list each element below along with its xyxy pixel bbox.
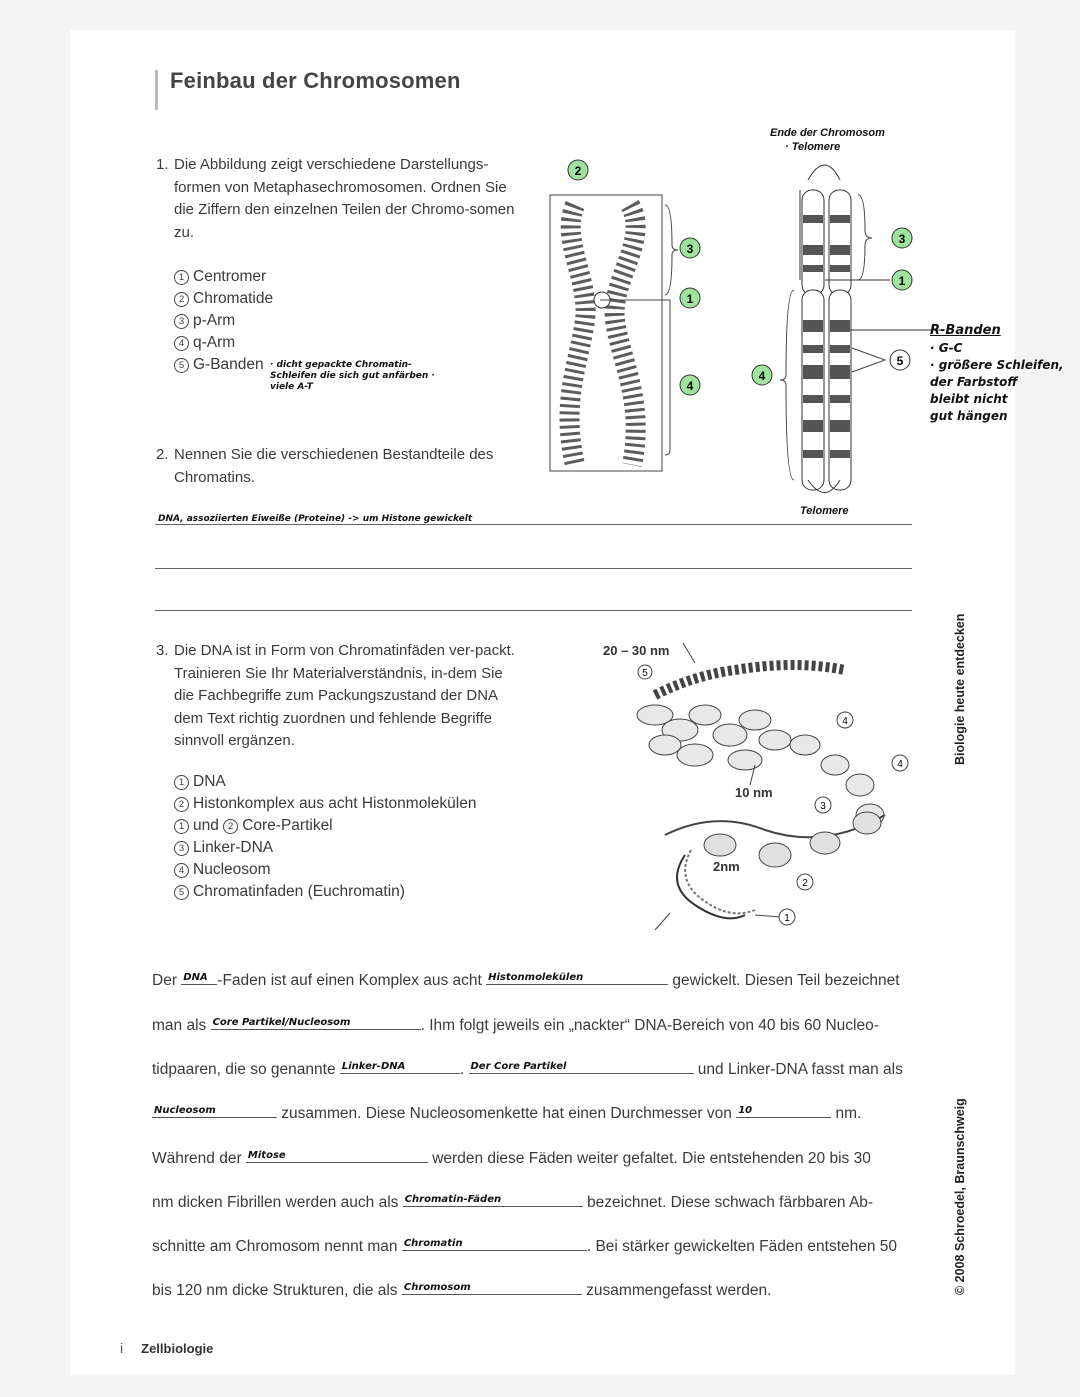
question-1-items [174,266,273,376]
q3-item-linker-dna: 3 Linker-DNA [174,837,476,859]
question-3-text: Die DNA ist in Form von Chromatinfäden ver-packt. Trainieren Sie Ihr Materialverständnis, in-dem Sie die Fachbegriffe zum Packungszustand der DNA dem Text richtig zuordnen und fehlende Begriffe sinnvoll ergänzen. [174,642,515,749]
banded-chromosome [802,190,851,490]
side-text-copyright: © 2008 Schroedel, Braunschweig [953,1098,967,1295]
blank-core-partikel[interactable]: Core Partikel/Nucleosom [211,1013,421,1030]
blank-histonmolekuelen[interactable]: Histonmolekülen [486,968,668,985]
circle-label-3a [680,238,700,258]
blank-durchmesser[interactable]: 10 [736,1101,831,1118]
svg-text:4: 4 [842,716,848,727]
q1-item-p-arm: 3 p-Arm [174,310,273,332]
q3-item-chromatinfaden: 5 Chromatinfaden (Euchromatin) [174,881,476,903]
q1-item-q-arm: 4 q-Arm [174,332,273,354]
svg-text:20 – 30 nm: 20 – 30 nm [603,643,670,658]
question-1-number: 1. [156,156,169,173]
title-accent-bar [155,70,158,110]
svg-text:4: 4 [758,369,766,383]
q3-item-nucleosom: 4 Nucleosom [174,859,476,881]
svg-text:5: 5 [896,354,904,368]
svg-text:3: 3 [820,801,826,812]
question-2-number: 2. [156,446,169,463]
side-text-publication: Biologie heute entdecken [953,613,967,765]
chromosome-diagram [540,120,940,530]
answer-line-2 [155,568,912,569]
cloze-line-7: schnitte am Chromosom nennt man Chromatin . Bei stärker gewickelten Fäden entstehen 50 [152,1234,917,1256]
circle-label-2 [568,160,588,180]
page-footer [120,1340,213,1356]
circle-label-1b [892,270,912,290]
question-2 [156,444,524,489]
question-1 [156,154,524,244]
blank-dna[interactable]: DNA [181,968,217,985]
svg-text:2: 2 [574,164,582,178]
blank-chromatin-faeden[interactable]: Chromatin-Fäden [403,1190,583,1207]
question-3 [156,640,524,753]
blank-nucleosom[interactable]: Nucleosom [152,1101,277,1118]
blank-chromatin[interactable]: Chromatin [402,1234,587,1251]
question-2-answer: DNA, assoziierten Eiweiße (Proteine) -> um Histone gewickelt [158,514,473,524]
q3-item-histonkomplex: 2 Histonkomplex aus acht Histonmolekülen [174,793,476,815]
q1-item-chromatide: 2 Chromatide [174,288,273,310]
cloze-line-4: Nucleosom zusammen. Diese Nucleosomenkette hat einen Durchmesser von 10 nm. [152,1101,917,1123]
question-3-number: 3. [156,642,169,659]
svg-text:10 nm: 10 nm [735,785,773,800]
cloze-line-6: nm dicken Fibrillen werden auch als Chromatin-Fäden bezeichnet. Diese schwach färbbaren Ab- [152,1190,917,1212]
svg-text:1: 1 [784,913,790,924]
circle-label-4b [752,365,772,385]
question-2-text: Nennen Sie die verschiedenen Bestandteile des Chromatins. [174,446,494,486]
page-marker: i [120,1340,124,1356]
svg-text:1: 1 [686,292,694,306]
cloze-line-3: tidpaaren, die so genannte Linker-DNA . Der Core Partikel und Linker-DNA fasst man als [152,1057,917,1079]
svg-text:1: 1 [898,274,906,288]
cloze-line-5: Während der Mitose werden diese Fäden weiter gefaltet. Die entstehenden 20 bis 30 [152,1146,917,1168]
page-title: Feinbau der Chromosomen [170,68,461,93]
circle-label-1a [680,288,700,308]
svg-text:3: 3 [898,232,906,246]
svg-text:4: 4 [686,379,694,393]
svg-text:· Telomere: · Telomere [785,141,841,153]
q1-item-g-banden: 5 G-Banden [174,354,273,376]
r-banden-note: R-Banden · G-C · größere Schleifen, der Farbstoff bleibt nicht gut hängen [930,323,1064,423]
dna-packing-diagram [595,635,915,940]
svg-text:2: 2 [802,878,808,889]
svg-text:Telomere: Telomere [800,505,849,517]
footer-section: Zellbiologie [141,1341,214,1356]
q3-item-dna: 1 DNA [174,771,476,793]
question-1-text: Die Abbildung zeigt verschiedene Darstellungs-formen von Metaphasechromosomen. Ordnen Sie die Ziffern den einzelnen Teilen der Chromo-somen zu. [174,156,515,241]
blank-chromosom[interactable]: Chromosom [402,1278,582,1295]
cloze-line-2: man als Core Partikel/Nucleosom . Ihm folgt jeweils ein „nackter“ DNA-Bereich von 40 bis 60 Nucleo- [152,1013,917,1035]
svg-text:3: 3 [686,242,694,256]
q3-item-core-partikel: 1 und 2 Core-Partikel [174,815,476,837]
q1-item-centromer: 1 Centromer [174,266,273,288]
chromosome-em-drawing [550,195,662,471]
circle-label-5 [890,350,910,370]
circle-label-3b [892,228,912,248]
svg-text:2nm: 2nm [713,859,740,874]
cloze-line-1: Der DNA -Faden ist auf einen Komplex aus acht Histonmolekülen gewickelt. Diesen Teil bezeichnet [152,968,917,990]
answer-line-3 [155,610,912,611]
blank-linker-dna[interactable]: Linker-DNA [340,1057,460,1074]
blank-mitose[interactable]: Mitose [246,1146,428,1163]
svg-text:Ende der Chromosom: Ende der Chromosom [770,127,885,139]
svg-text:4: 4 [897,759,903,770]
blank-core-partikel-2[interactable]: Der Core Partikel [469,1057,694,1074]
svg-text:5: 5 [642,668,648,679]
cloze-line-8: bis 120 nm dicke Strukturen, die als Chromosom zusammengefasst werden. [152,1278,917,1300]
g-banden-note: · dicht gepackte Chromatin-Schleifen die sich gut anfärben · viele A-T [270,360,435,392]
circle-label-4a [680,375,700,395]
question-3-items [174,771,476,903]
